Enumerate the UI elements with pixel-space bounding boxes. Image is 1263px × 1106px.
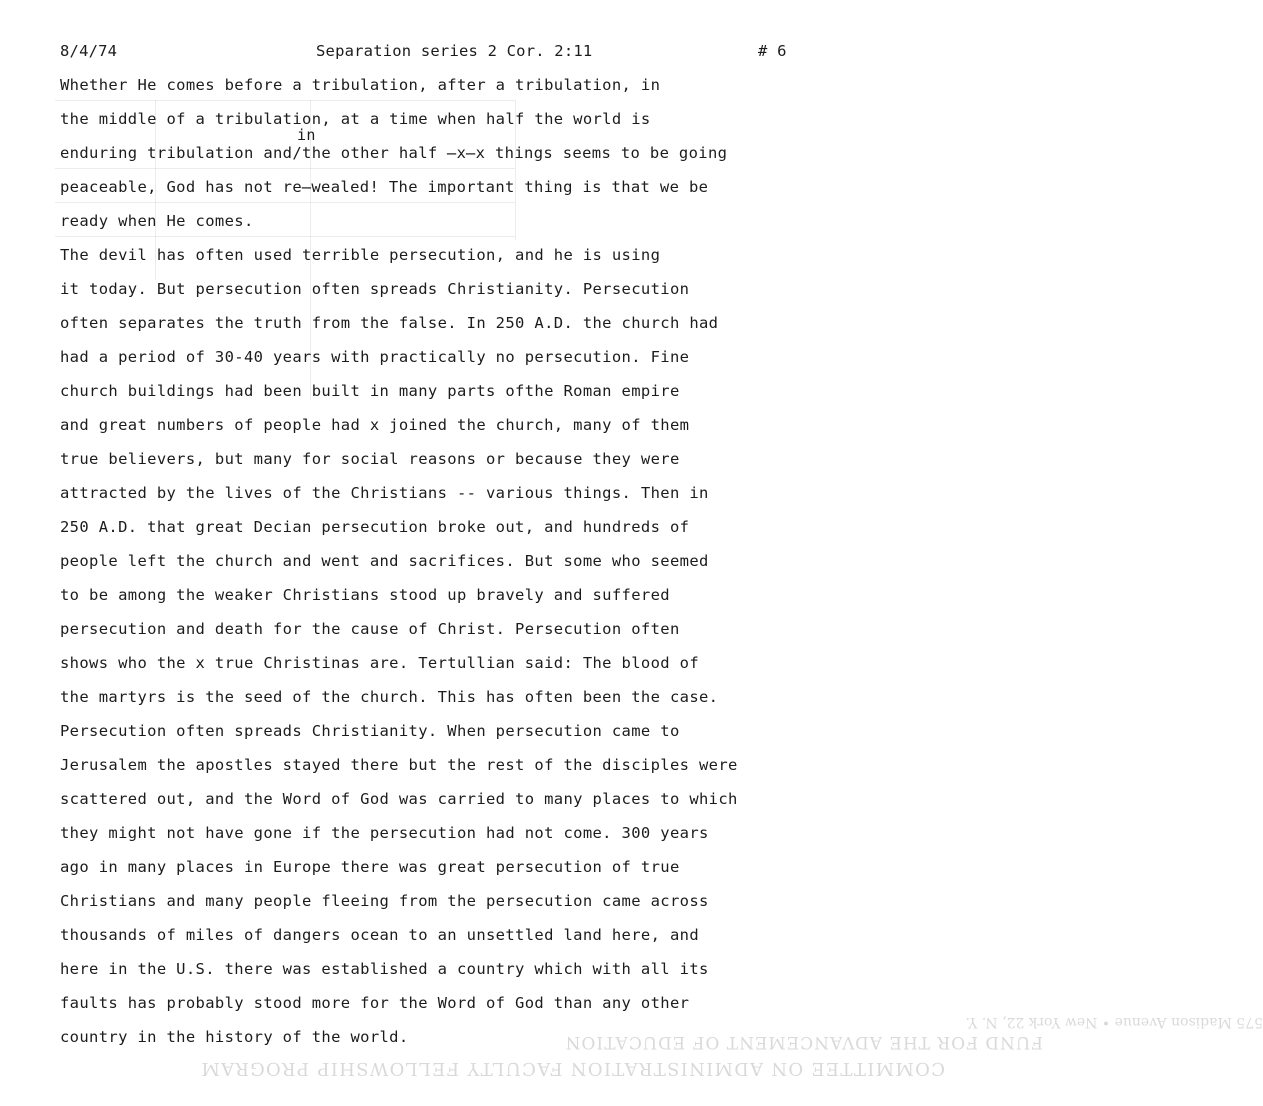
- text-line: peaceable, God has not re̶wealed! The important thing is that we be: [60, 178, 709, 196]
- header-date: 8/4/74: [60, 42, 118, 60]
- text-line: it today. But persecution often spreads Christianity. Persecution: [60, 280, 690, 298]
- bleed-rule: [55, 100, 515, 101]
- bleed-through-committee: COMMITTEE ON ADMINISTRATION FACULTY FELLOWSHIP PROGRAM: [200, 1058, 945, 1079]
- bleed-rule: [55, 236, 515, 237]
- text-line: Jerusalem the apostles stayed there but the rest of the disciples were: [60, 756, 738, 774]
- bleed-through-letterhead: FUND FOR THE ADVANCEMENT OF EDUCATION: [564, 1032, 1043, 1052]
- text-line: enduring tribulation and/the other half ̶x̶x things seems to be going: [60, 144, 728, 162]
- text-line: country in the history of the world.: [60, 1028, 409, 1046]
- header-page-number: # 6: [758, 42, 787, 60]
- text-line: to be among the weaker Christians stood up bravely and suffered: [60, 586, 670, 604]
- text-line: attracted by the lives of the Christians -- various things. Then in: [60, 484, 709, 502]
- text-line: had a period of 30-40 years with practically no persecution. Fine: [60, 348, 690, 366]
- text-line: Whether He comes before a tribulation, after a tribulation, in: [60, 76, 661, 94]
- text-line: Christians and many people fleeing from the persecution came across: [60, 892, 709, 910]
- text-line: ready when He comes.: [60, 212, 254, 230]
- text-line: scattered out, and the Word of God was carried to many places to which: [60, 790, 738, 808]
- interlinear-insert: in: [297, 126, 316, 144]
- text-line: faults has probably stood more for the Word of God than any other: [60, 994, 690, 1012]
- bleed-rule: [55, 202, 515, 203]
- text-line: ago in many places in Europe there was great persecution of true: [60, 858, 680, 876]
- bleed-rule: [55, 168, 515, 169]
- text-line: here in the U.S. there was established a country which with all its: [60, 960, 709, 978]
- text-line: and great numbers of people had x joined the church, many of them: [60, 416, 690, 434]
- text-line: the martyrs is the seed of the church. This has often been the case.: [60, 688, 719, 706]
- text-line: persecution and death for the cause of Christ. Persecution often: [60, 620, 680, 638]
- text-line: the middle of a tribulation, at a time when half the world is: [60, 110, 651, 128]
- text-line: The devil has often used terrible persecution, and he is using: [60, 246, 661, 264]
- text-line: shows who the x true Christinas are. Tertullian said: The blood of: [60, 654, 699, 672]
- text-line: people left the church and went and sacrifices. But some who seemed: [60, 552, 709, 570]
- header-title: Separation series 2 Cor. 2:11: [316, 42, 593, 60]
- text-line: often separates the truth from the false. In 250 A.D. the church had: [60, 314, 719, 332]
- text-line: they might not have gone if the persecution had not come. 300 years: [60, 824, 709, 842]
- text-line: Persecution often spreads Christianity. When persecution came to: [60, 722, 680, 740]
- text-line: true believers, but many for social reasons or because they were: [60, 450, 680, 468]
- text-line: 250 A.D. that great Decian persecution broke out, and hundreds of: [60, 518, 690, 536]
- page-header: [0, 42, 845, 64]
- text-line: church buildings had been built in many parts ofthe Roman empire: [60, 382, 680, 400]
- text-line: thousands of miles of dangers ocean to an unsettled land here, and: [60, 926, 699, 944]
- bleed-through-address: 575 Madison Avenue • New York 22, N. Y.: [965, 1014, 1263, 1030]
